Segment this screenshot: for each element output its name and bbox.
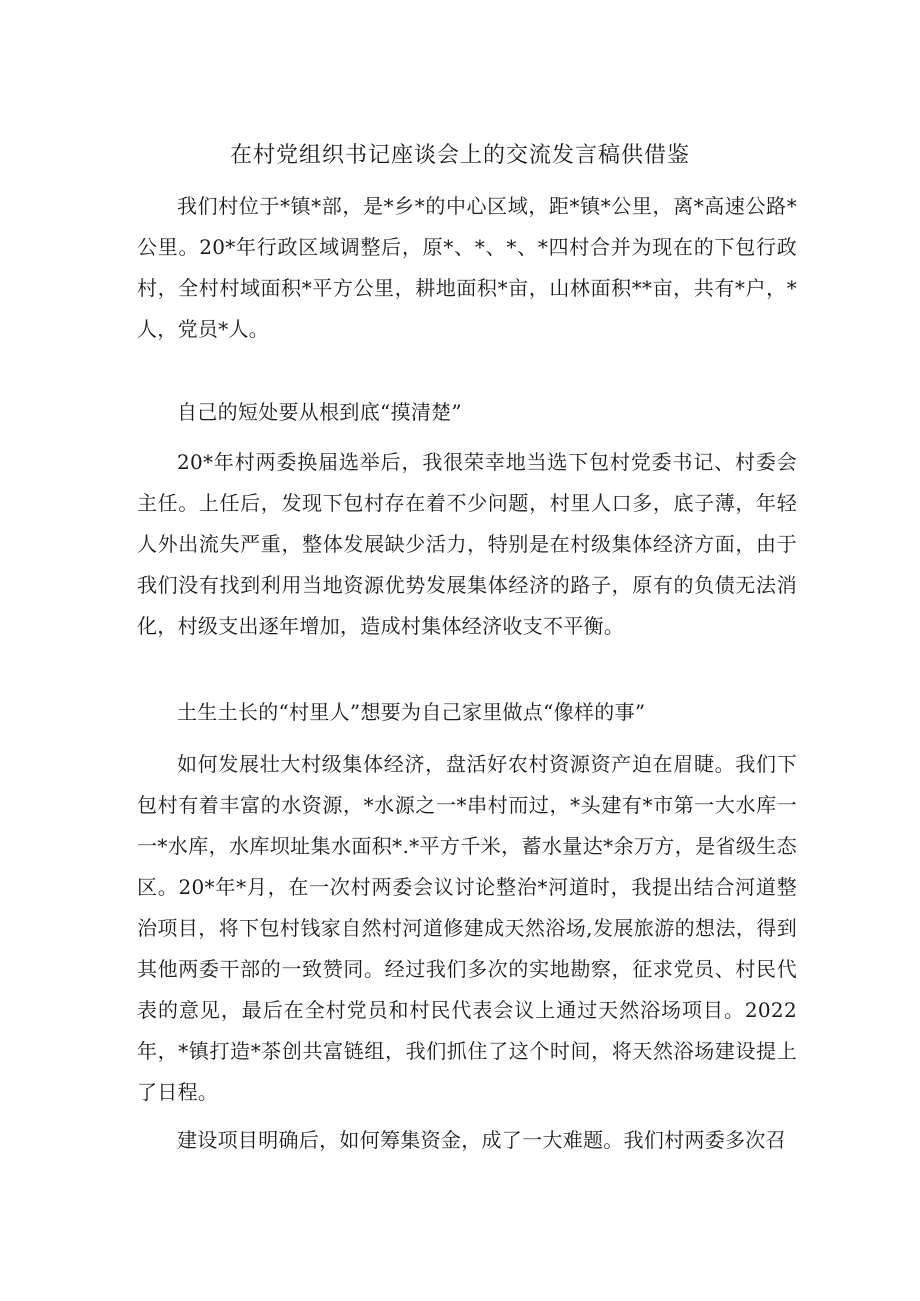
document-title: 在村党组织书记座谈会上的交流发言稿供借鉴 bbox=[229, 143, 690, 168]
paragraph-development-plan: 如何发展壮大村级集体经济，盘活好农村资源资产迫在眉睫。我们下包村有着丰富的水资源，*水源之一*串村而过，*头建有*市第一大水库一一*水库，水库坝址集水面积*.*平方千米，蓄水量达*余万方，是省级生态区。20*年*月，在一次村两委会议讨论整治*河道时，我提出结合河道整治项目，将下包村钱家自然村河道修建成天然浴场,发展旅游的想法，得到其他两委干部的一致赞同。经过我们多次的实地勘察，征求党员、村民代表的意见，最后在全村党员和村民代表会议上通过天然浴场项目。2022年，*镇打造*茶创共富链组，我们抓住了这个时间，将天然浴场建设提上了日程。 bbox=[137, 752, 797, 1104]
paragraph-problems: 20*年村两委换届选举后，我很荣幸地当选下包村党委书记、村委会主任。上任后，发现下包村存在着不少问题，村里人口多，底子薄，年轻人外出流失严重，整体发展缺少活力，特别是在村级集体经济方面，由于我们没有找到利用当地资源优势发展集体经济的路子，原有的负债无法消化，村级支出逐年增加，造成村集体经济收支不平衡。 bbox=[137, 450, 797, 638]
paragraph-funding: 建设项目明确后，如何筹集资金，成了一大难题。我们村两委多次召 bbox=[177, 1128, 786, 1152]
section-heading-local-people: 土生土长的“村里人”想要为自己家里做点“像样的事” bbox=[177, 700, 646, 724]
section-heading-shortcomings: 自己的短处要从根到底“摸清楚” bbox=[177, 400, 462, 424]
paragraph-village-overview: 我们村位于*镇*部，是*乡*的中心区域，距*镇*公里，离*高速公路*公里。20*年行政区域调整后，原*、*、*、*四村合并为现在的下包行政村，全村村域面积*平方公里，耕地面积*亩，山林面积**亩，共有*户，*人，党员*人。 bbox=[137, 194, 797, 341]
